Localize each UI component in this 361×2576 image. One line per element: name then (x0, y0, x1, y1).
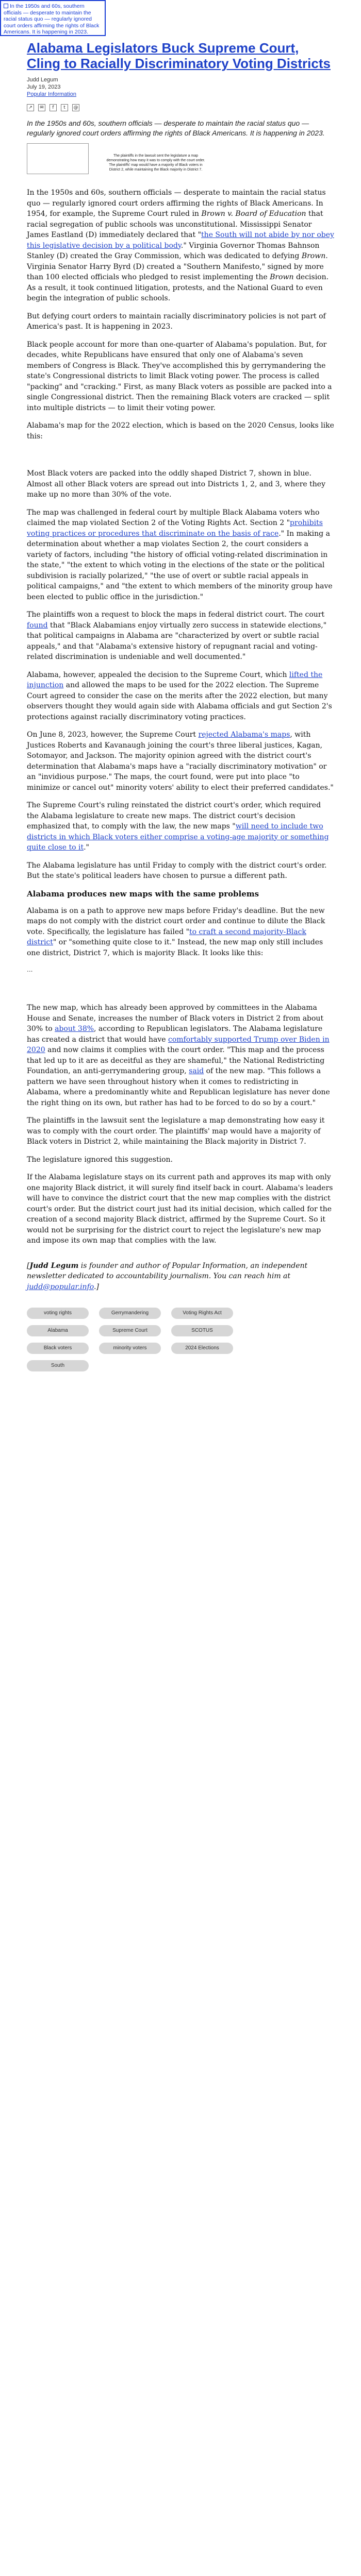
publication-link[interactable]: Popular Information (27, 91, 76, 97)
paragraph-14: The plaintiffs in the lawsuit sent the legislature a map demonstrating how easy it was to comply with the court order. The plaintiffs' map would have a majority of Black voters in District 2, while maintaining the Black majority in District 7. (27, 1116, 325, 1146)
tag-2024-elections[interactable]: 2024 Elections (171, 1343, 233, 1354)
paragraph-15: The legislature ignored this suggestion. (27, 1155, 173, 1164)
tag-black-voters[interactable]: Black voters (27, 1343, 89, 1354)
link-rejected-maps[interactable]: rejected Alabama's maps (198, 731, 290, 739)
link-said[interactable]: said (189, 1067, 204, 1075)
link-lifted-injunction[interactable]: lifted the injunction (27, 670, 323, 689)
tag-supreme-court[interactable]: Supreme Court (99, 1325, 161, 1336)
link-found[interactable]: found (27, 621, 48, 630)
link-trump-over-biden[interactable]: comfortably supported Trump over Biden in 2020 (27, 1035, 330, 1054)
paragraph-16: If the Alabama legislature stays on its current path and approves its map with only one majority Black district, it will surely find itself back in court. Alabama's leaders will have to convince the district court that the new map complies with the district court's order. But the district court just had its initial decision, which called for the creation of a second majority Black district, affirmed by the Supreme Court. So it would not be surprising for the district court to reject the legislature's new map and impose its own map that complies with the law. (27, 1173, 333, 1245)
comment-icon[interactable]: ✉ (38, 104, 45, 111)
map-2022-image (27, 449, 334, 468)
map-image (27, 143, 89, 174)
tag-south[interactable]: South (27, 1360, 89, 1371)
tag-minority-voters[interactable]: minority voters (99, 1343, 161, 1354)
paragraph-8: Alabama, however, appealed the decision to the Supreme Court, which lifted the injunction and allowed the maps to be used for the 2022 election. The Supreme Court agreed to consider the case on the merits after the 2022 election, but many observers thought they would again side with Alabama officials and gut Section 2's protections against racially discriminatory voting practices. (27, 670, 332, 721)
email-icon[interactable]: @ (72, 104, 79, 111)
author-name: Judd Legum (27, 77, 58, 83)
top-summary-text: In the 1950s and 60s, southern officials — desperate to maintain the racial status quo — regularly ignored court orders affirming the rights of Black Americans. It is happening in 2023. (4, 3, 100, 35)
article (27, 40, 334, 1377)
paragraph-5: Most Black voters are packed into the oddly shaped District 7, shown in blue. Almost all other Black voters are spread out into Districts 1, 2, and 3, where they make up no more than 30% of the vote. (27, 469, 325, 499)
paragraph-9: On June 8, 2023, however, the Supreme Court rejected Alabama's maps, with Justices Roberts and Kavanaugh joining the court's three liberal justices, Kagan, Sotomayor, and Jackson. The majority opinion agreed with the district court's determination that Alabama's maps have a "racially discriminatory motivation" or an "invidious purpose." The maps, the court found, were put into place "to minimize or cancel out" minority voters' ability to elect their preferred candidates." (27, 731, 334, 792)
figure-caption: The plaintiffs in the lawsuit sent the legislature a map demonstrating how easy it was to comply with the court order. The plaintiffs' map would have a majority of Black voters in District 2, while maintaining the Black majority in District 7. (106, 154, 205, 172)
link-about-38[interactable]: about 38% (55, 1025, 94, 1033)
paragraph-13: The new map, which has already been approved by committees in the Alabama House and Senate, increases the number of Black voters in District 2 from about 30% to about 38%, according to Republican legislators. The Alabama legislature has created a district that would have comfortably supported Trump over Biden in 2020 and now claims it complies with the court order. "This map and the process that led up to it are as deceitful as they are shameful," the National Redistricting Foundation, an anti-gerrymandering group, said of the new map. "This follows a pattern we have seen throughout history when it comes to redistricting in Alabama, where a predominantly white and Republican legislature has never done the right thing on its own, but rather has had to be forced to do so by a court." (27, 1004, 330, 1107)
tag-scotus[interactable]: SCOTUS (171, 1325, 233, 1336)
author-bio: [Judd Legum is founder and author of Popular Information, an independent newsletter dedicated to accountability journalism. You can reach him at judd@popular.info.] (27, 1261, 308, 1291)
tag-list (27, 1308, 254, 1371)
paragraph-11: The Alabama legislature has until Friday to comply with the district court's order. But the state's political leaders have chosen to pursue a different path. (27, 861, 327, 880)
publish-date: July 19, 2023 (27, 84, 61, 90)
paragraph-4: Alabama's map for the 2022 election, which is based on the 2020 Census, looks like this: (27, 421, 334, 440)
twitter-icon[interactable]: t (61, 104, 68, 111)
tag-alabama[interactable]: Alabama (27, 1325, 89, 1336)
paragraph-2: But defying court orders to maintain racially discriminatory policies is not part of America's past. It is happening in 2023. (27, 312, 326, 331)
tag-voting-rights-act[interactable]: Voting Rights Act (171, 1308, 233, 1319)
paragraph-12: Alabama is on a path to approve new maps before Friday's deadline. But the new maps do not comply with the district court order and continue to dilute the Black vote. Specifically, the legislature has failed "to craft a second majority-Black district" or "something quite close to it." Instead, the new map only still includes one district, District 7, which is majority Black. It looks like this: (27, 906, 325, 957)
share-bar (27, 104, 334, 111)
link-prohibits-voting-practices[interactable]: prohibits voting practices or procedures that discriminate on the basis of race (27, 519, 323, 538)
paragraph-6: The map was challenged in federal court by multiple Black Alabama voters who claimed the map violated Section 2 of the Voting Rights Act. Section 2 "prohibits voting practices or procedures that discriminate on the basis of race." In making a determination about whether a map violates Section 2, the court considers a variety of factors, including "the history of official voting-related discrimination in the state," "the extent to which voting in the elections of the state or the political subdivision is racially polarized," "the use of overt or subtle racial appeals in political campaigns," and "the extent to which members of the minority group have been elected to public office in the jurisdiction." (27, 508, 333, 601)
tag-gerrymandering[interactable]: Gerrymandering (99, 1308, 161, 1319)
section-subheading: Alabama produces new maps with the same problems (27, 889, 259, 899)
new-map-image (27, 965, 334, 973)
share-icon[interactable]: ↗ (27, 104, 34, 111)
article-lede: In the 1950s and 60s, southern officials — desperate to maintain the racial status quo — regularly ignored court orders affirming the rights of Black Americans. It is happening in 2023. (27, 119, 325, 137)
link-two-districts[interactable]: will need to include two districts in which Black voters either comprise a voting-age majority or something quite close to it (27, 822, 329, 852)
facebook-icon[interactable]: f (50, 104, 57, 111)
map-placeholder: ... (27, 966, 33, 973)
link-second-majority-district[interactable]: to craft a second majority-Black district (27, 927, 306, 946)
paragraph-10: The Supreme Court's ruling reinstated the district court's order, which required the Alabama legislature to create new maps. The district court's decision emphasized that, to comply with the law, the new maps "will need to include two districts in which Black voters either comprise a voting-age majority or something quite close to it." (27, 801, 329, 852)
author-email-link[interactable]: judd@popular.info (27, 1282, 94, 1291)
top-summary-box (0, 0, 106, 36)
paragraph-7: The plaintiffs won a request to block the maps in federal district court. The court found that "Black Alabamians enjoy virtually zero success in statewide elections," that political campaigns in Alabama are "characterized by overt or subtle racial appeals," and that "Alabama's extensive history of repugnant racial and voting-related discrimination is undeniable and well documented." (27, 611, 327, 661)
paragraph-3: Black people account for more than one-quarter of Alabama's population. But, for decades, white Republicans have ensured that only one of Alabama's seven members of Congress is Black. They've accomplished this by gerrymandering the state's Congressional districts to limit Black voting power. The process is called "packing" and "cracking." First, as many Black voters as possible are packed into a single Congressional district. Then the remaining Black voters are cracked — split into multiple districts — to limit their voting power. (27, 340, 332, 412)
checkbox-icon (4, 4, 8, 8)
link-south-will-not-abide[interactable]: the South will not abide by nor obey this legislative decision by a political body (27, 231, 334, 250)
byline (27, 76, 334, 98)
paragraph-1: In the 1950s and 60s, southern officials — desperate to maintain the racial status quo — regularly ignored court orders affirming the rights of Black Americans. In 1954, for example, the Supreme Court ruled in Brown v. Board of Education that racial segregation of public schools was unconstitutional. Mississippi Senator James Eastland (D) immediately declared that "the South will not abide by nor obey this legislative decision by a political body." Virginia Governor Thomas Bahnson Stanley (D) created the Gray Commission, which was dedicated to defying Brown. Virginia Senator Harry Byrd (D) created a "Southern Manifesto," signed by more than 100 elected officials who pledged to resist implementing the Brown decision. As a result, it took continued litigation, protests, and the National Guard to even begin the integration of public schools. (27, 189, 334, 302)
article-title[interactable]: Alabama Legislators Buck Supreme Court, Cling to Racially Discriminatory Voting Districts (27, 40, 331, 71)
tag-voting-rights[interactable]: voting rights (27, 1308, 89, 1319)
